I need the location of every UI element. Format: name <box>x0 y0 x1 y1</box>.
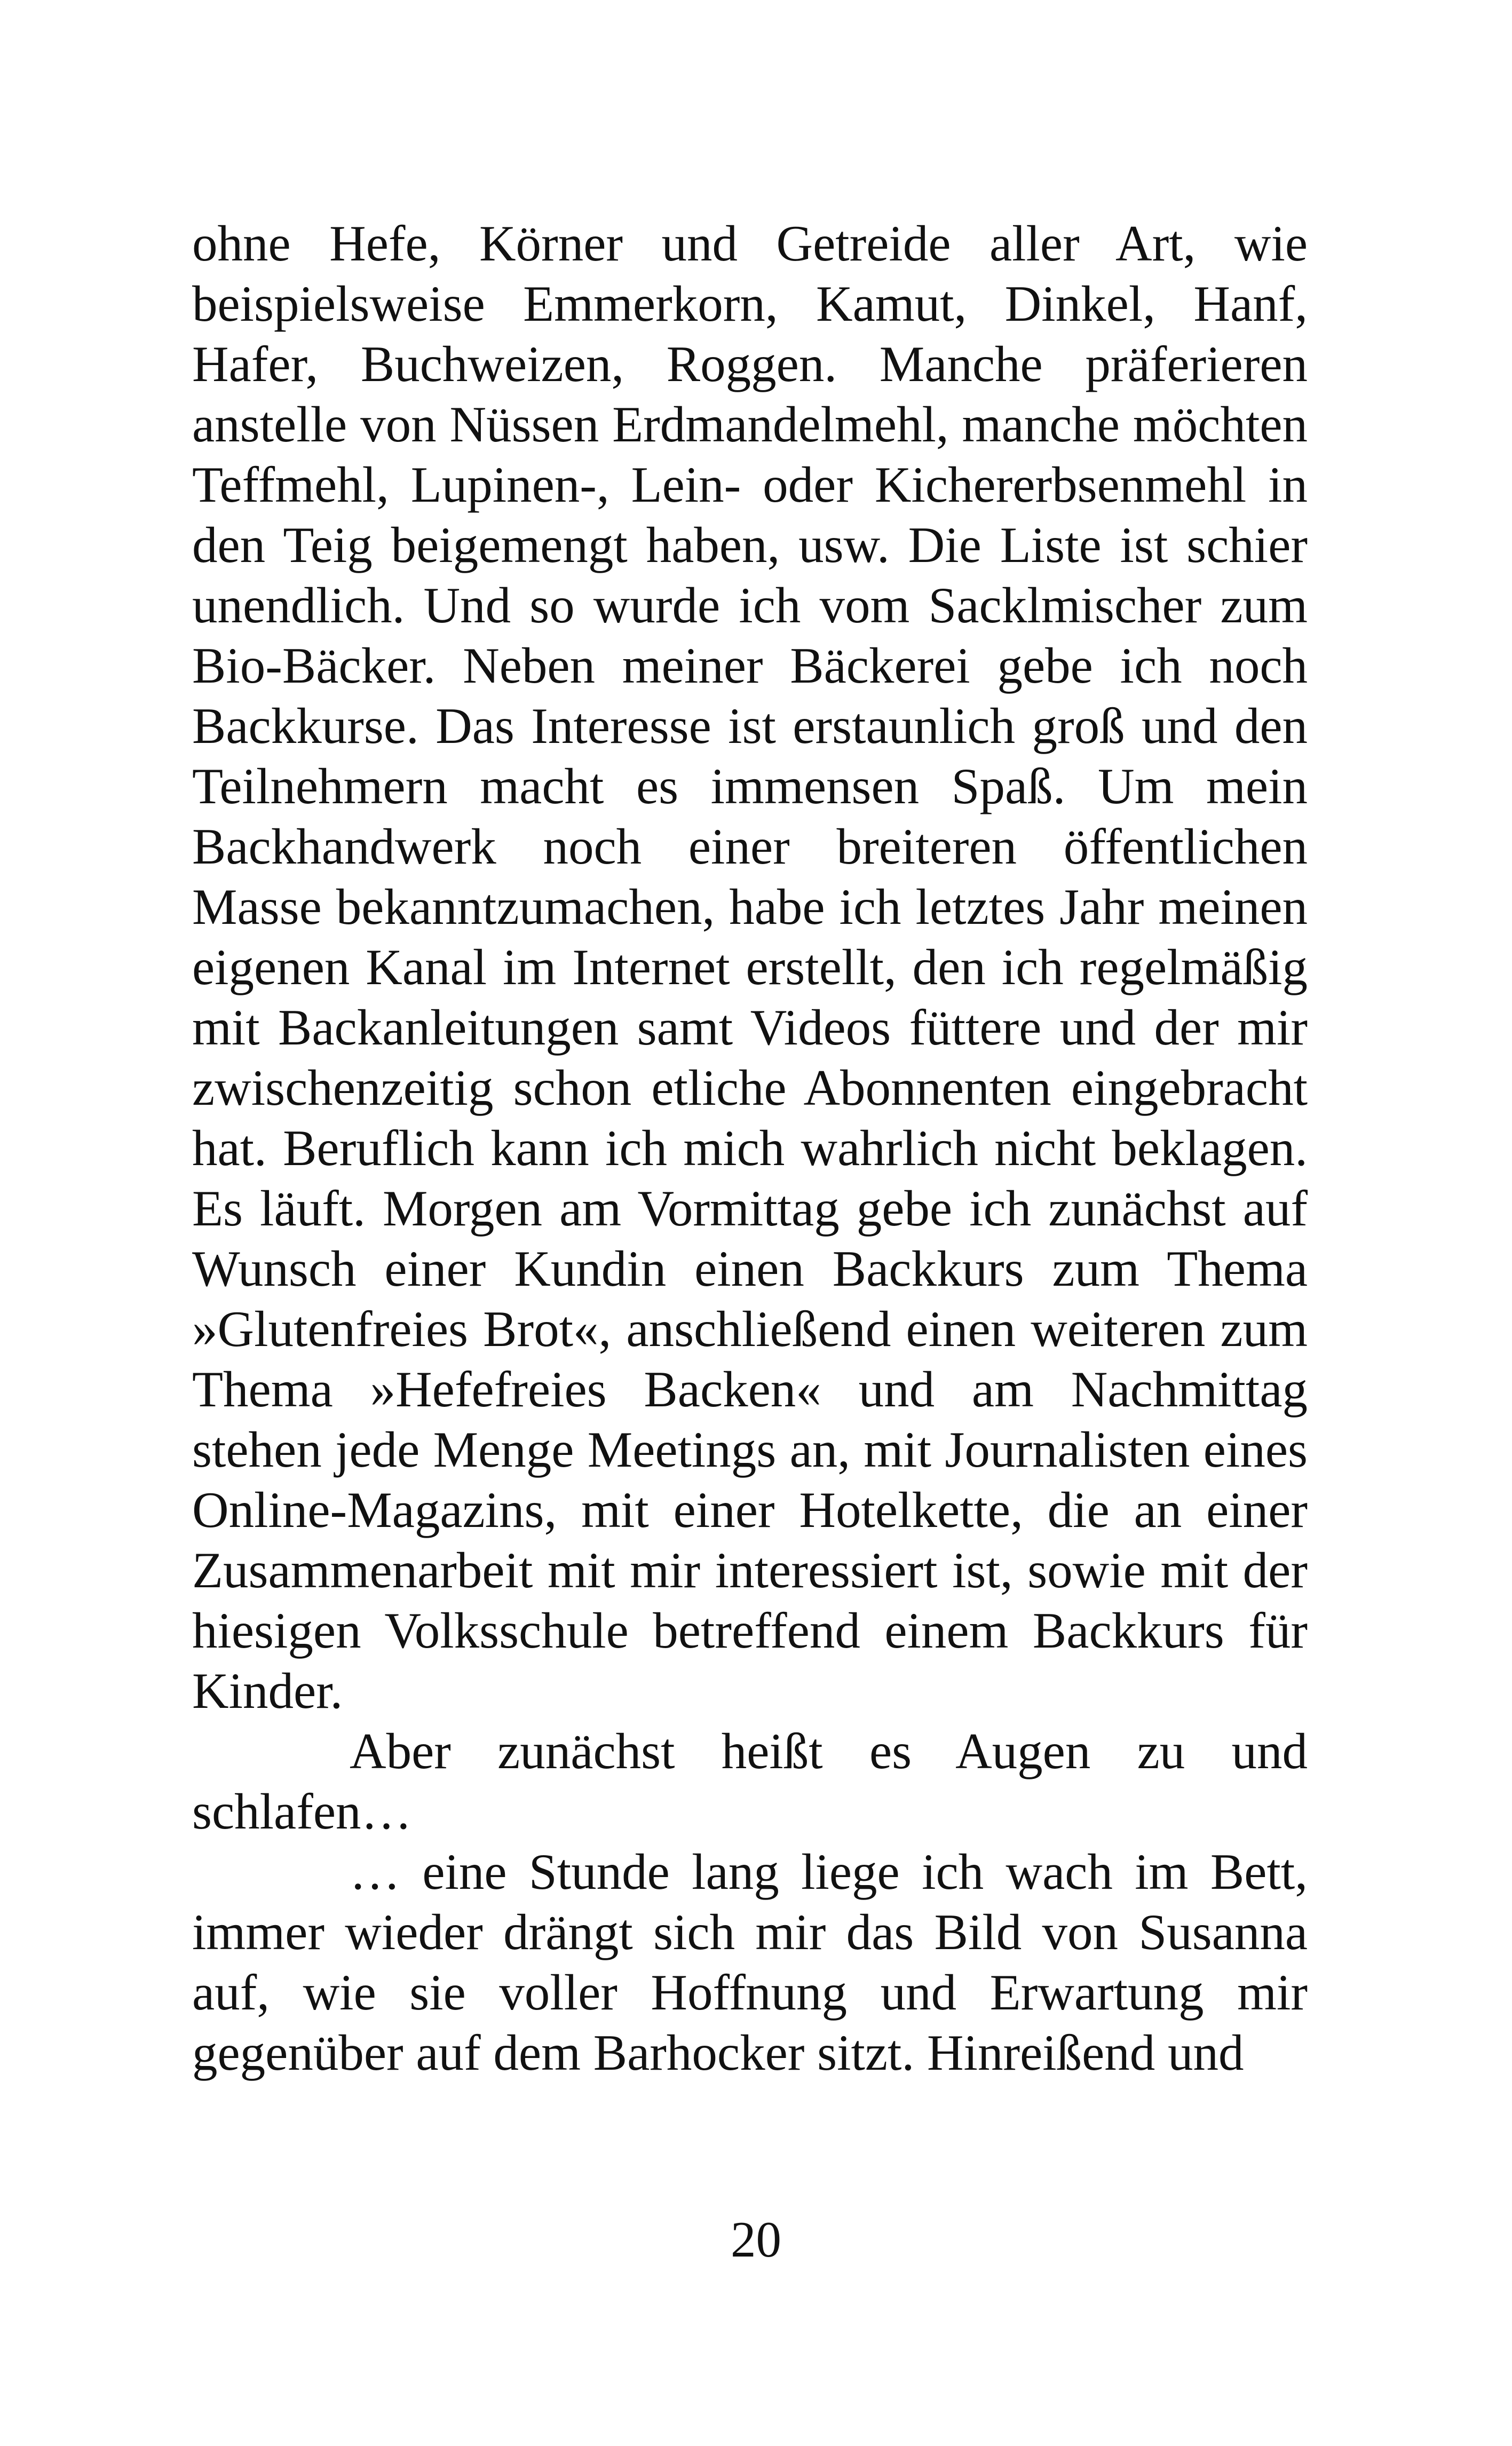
page-number: 20 <box>731 2211 781 2268</box>
paragraph-1: ohne Hefe, Körner und Getreide aller Art, wie beispielsweise Emmerkorn, Kamut, Dinkel, Hanf, Hafer, Buchweizen, Roggen. Manche präferieren anstelle von Nüssen Erdmandelmehl, manche möchten Teffmehl, Lupinen-, Lein- oder Kichererbsenmehl in den Teig beigemengt haben, usw. Die Liste ist schier unendlich. Und so wurde ich vom Sacklmischer zum Bio-Bäcker. Neben meiner Bäckerei gebe ich noch Backkurse. Das Interesse ist erstaunlich groß und den Teilnehmern macht es immensen Spaß. Um mein Backhandwerk noch einer breiteren öffentlichen Masse bekanntzumachen, habe ich letztes Jahr meinen eigenen Kanal im Internet erstellt, den ich regelmäßig mit Backanleitungen samt Videos füttere und der mir zwischenzeitig schon etliche Abonnenten eingebracht hat. Beruflich kann ich mich wahrlich nicht beklagen. Es läuft. Morgen am Vormittag gebe ich zunächst auf Wunsch einer Kundin einen Backkurs zum Thema »Glutenfreies Brot«, anschließend einen weiteren zum Thema »Hefefreies Backen« und am Nachmittag stehen jede Menge Meetings an, mit Journalisten eines Online-Magazins, mit einer Hotelkette, die an einer Zusammenarbeit mit mir interessiert ist, sowie mit der hiesigen Volksschule betreffend einem Backkurs für Kinder. <box>192 215 1308 1719</box>
paragraph-2: Aber zunächst heißt es Augen zu und schlafen… <box>192 1723 1308 1840</box>
body-text <box>192 213 1308 2083</box>
paragraph-3: … eine Stunde lang liege ich wach im Bett, immer wieder drängt sich mir das Bild von Susanna auf, wie sie voller Hoffnung und Erwartung mir gegenüber auf dem Barhocker sitzt. Hinreißend und <box>192 1843 1308 2081</box>
